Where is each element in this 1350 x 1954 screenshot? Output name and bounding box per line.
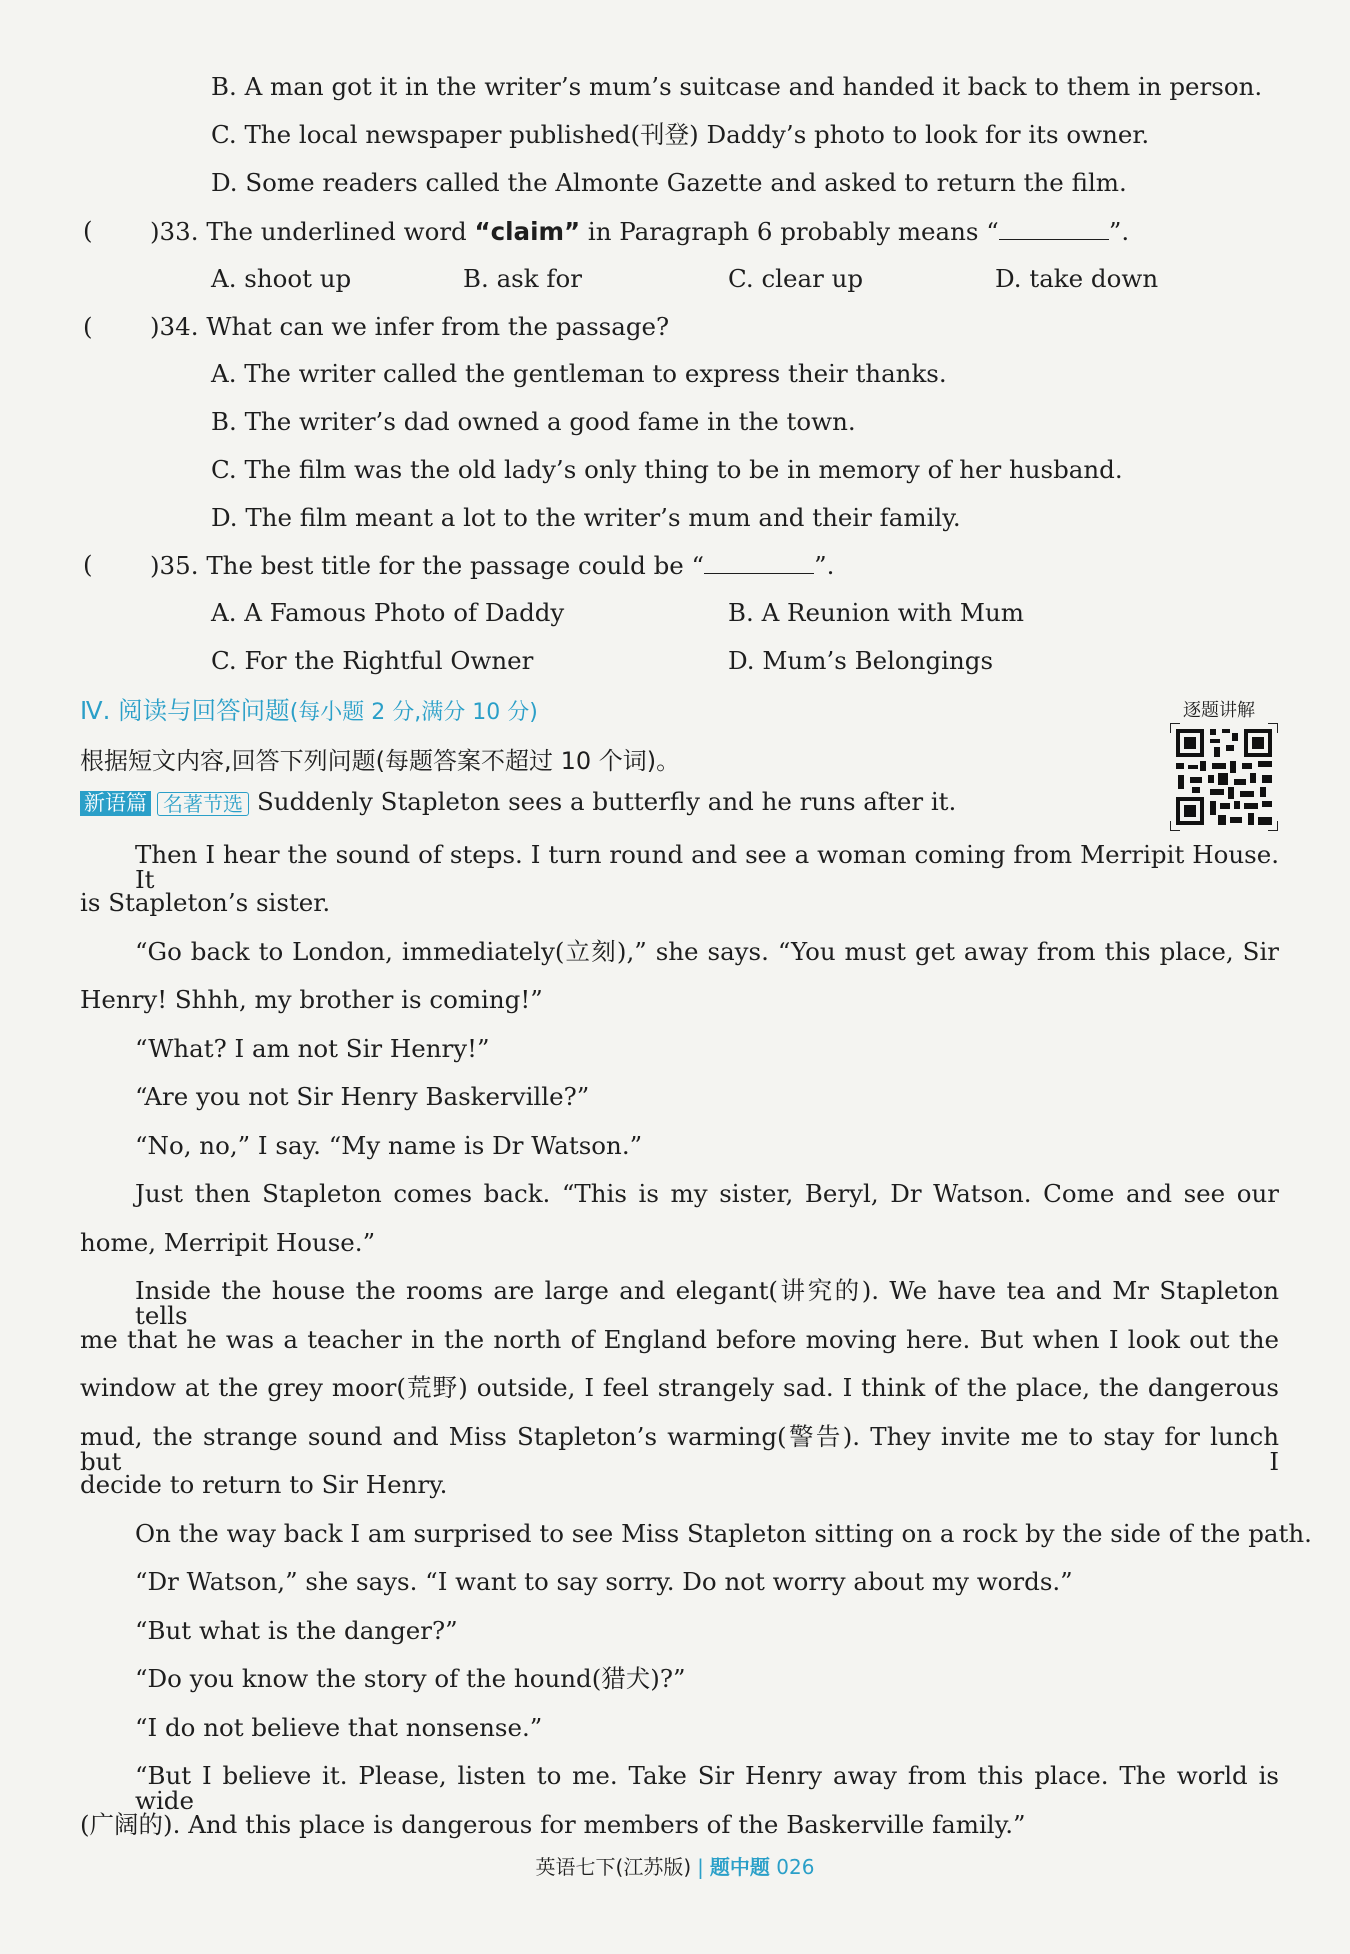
passage-p1: Suddenly Stapleton sees a butterfly and he runs after it. — [257, 787, 957, 816]
q34-answer-paren[interactable]: ( — [83, 312, 93, 341]
passage-p14-line2: (广阔的). And this place is dangerous for members of the Baskerville family.” — [80, 1810, 1026, 1839]
qr-label: 逐题讲解 — [1183, 700, 1255, 721]
passage-p14-line1: “But I believe it. Please, listen to me. Take Sir Henry away from this place. The world is wide — [135, 1761, 1279, 1815]
qr-code-icon[interactable] — [1170, 723, 1278, 831]
page-footer — [0, 1851, 1350, 1880]
q35-stem-before: The best title for the passage could be “ — [206, 551, 705, 580]
passage-p13: “I do not believe that nonsense.” — [135, 1713, 543, 1742]
passage-p8-line4: mud, the strange sound and Miss Stapleton’s warming(警告). They invite me to stay for lunch but I — [80, 1422, 1279, 1476]
q32-option-d: D. Some readers called the Almonte Gazette and asked to return the film. — [211, 168, 1127, 197]
q35-answer-paren[interactable]: ( — [83, 550, 93, 579]
q34-option-b: B. The writer’s dad owned a good fame in the town. — [211, 407, 856, 436]
q35-stem-end: ”. — [814, 551, 835, 580]
q32-option-c: C. The local newspaper published(刊登) Daddy’s photo to look for its owner. — [211, 120, 1150, 149]
passage-p11: “But what is the danger?” — [135, 1616, 458, 1645]
page-number: 026 — [776, 1855, 815, 1879]
q35-option-c: C. For the Rightful Owner — [211, 646, 534, 675]
passage-p12: “Do you know the story of the hound(猎犬)?” — [135, 1664, 686, 1693]
q35-option-d: D. Mum’s Belongings — [728, 646, 994, 675]
passage-p3-line2: Henry! Shhh, my brother is coming!” — [80, 985, 543, 1014]
q33-blank[interactable] — [999, 219, 1109, 240]
q35-blank[interactable] — [704, 553, 814, 574]
section-instruction: 根据短文内容,回答下列问题(每题答案不超过 10 个词)。 — [80, 747, 681, 775]
q33-stem-after: in Paragraph 6 probably means “ — [580, 217, 999, 246]
q34-option-d: D. The film meant a lot to the writer’s mum and their family. — [211, 503, 961, 532]
passage-p5: “Are you not Sir Henry Baskerville?” — [135, 1082, 590, 1111]
section-score-note: (每小题 2 分,满分 10 分) — [289, 700, 538, 725]
passage-p4: “What? I am not Sir Henry!” — [135, 1034, 490, 1063]
footer-book-title: 英语七下(江苏版) — [535, 1855, 692, 1879]
passage-p8-line2: me that he was a teacher in the north of England before moving here. But when I look out the — [80, 1325, 1279, 1354]
passage-p2-line2: is Stapleton’s sister. — [80, 888, 331, 917]
section-title-text: Ⅳ. 阅读与回答问题 — [80, 696, 290, 725]
footer-brand: 题中题 — [709, 1855, 770, 1879]
question-34 — [150, 312, 670, 341]
q34-stem: What can we infer from the passage? — [206, 312, 670, 341]
footer-separator: | — [697, 1855, 704, 1879]
q34-option-a: A. The writer called the gentleman to express their thanks. — [211, 359, 947, 388]
q35-option-a: A. A Famous Photo of Daddy — [211, 598, 565, 627]
new-passage-tag: 新语篇 — [80, 791, 151, 816]
q33-number: )33. — [150, 217, 199, 246]
question-33 — [150, 219, 1129, 245]
passage-p7-line2: home, Merripit House.” — [80, 1228, 376, 1257]
q33-option-d: D. take down — [995, 264, 1159, 293]
q34-option-c: C. The film was the old lady’s only thing to be in memory of her husband. — [211, 455, 1123, 484]
q33-answer-paren[interactable]: ( — [83, 216, 93, 245]
q33-stem-before: The underlined word — [206, 217, 475, 246]
passage-p8-line5: decide to return to Sir Henry. — [80, 1470, 448, 1499]
q33-stem-end: ”. — [1108, 217, 1130, 246]
q35-option-b: B. A Reunion with Mum — [728, 598, 1025, 627]
passage-first-line — [80, 787, 957, 816]
passage-p9: On the way back I am surprised to see Miss Stapleton sitting on a rock by the side of the path. — [135, 1519, 1312, 1548]
q32-option-b: B. A man got it in the writer’s mum’s suitcase and handed it back to them in person. — [211, 72, 1263, 101]
passage-p8-line3: window at the grey moor(荒野) outside, I feel strangely sad. I think of the place, the dangerous — [80, 1373, 1279, 1402]
q33-keyword: “claim” — [474, 217, 581, 246]
passage-p8-line1: Inside the house the rooms are large and elegant(讲究的). We have tea and Mr Stapleton tells — [135, 1276, 1279, 1330]
q33-option-b: B. ask for — [463, 264, 582, 293]
passage-p6: “No, no,” I say. “My name is Dr Watson.” — [135, 1131, 643, 1160]
passage-p2-line1: Then I hear the sound of steps. I turn round and see a woman coming from Merripit House. It — [135, 840, 1279, 894]
q35-number: )35. — [150, 551, 199, 580]
q33-option-a: A. shoot up — [211, 264, 352, 293]
question-35 — [150, 553, 834, 579]
passage-p7-line1: Just then Stapleton comes back. “This is my sister, Beryl, Dr Watson. Come and see our — [135, 1179, 1279, 1208]
passage-p3-line1: “Go back to London, immediately(立刻),” she says. “You must get away from this place, Sir — [135, 937, 1279, 966]
classic-excerpt-tag: 名著节选 — [157, 792, 249, 816]
passage-p10: “Dr Watson,” she says. “I want to say sorry. Do not worry about my words.” — [135, 1567, 1073, 1596]
q33-option-c: C. clear up — [728, 264, 864, 293]
q34-number: )34. — [150, 312, 199, 341]
section-title — [80, 692, 538, 727]
